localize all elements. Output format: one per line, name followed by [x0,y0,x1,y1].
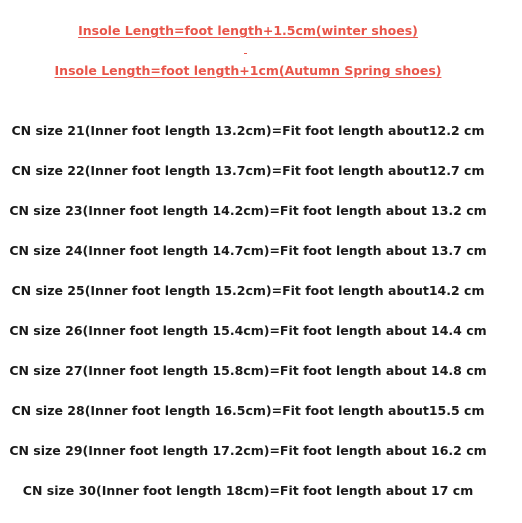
size-row-cn-26: CN size 26(Inner foot length 15.4cm)=Fit foot length about 14.4 cm [9,323,487,338]
size-list [0,123,496,523]
winter-insole-note: Insole Length=foot length+1.5cm(winter shoes) [78,23,418,38]
size-row-cn-21: CN size 21(Inner foot length 13.2cm)=Fit foot length about12.2 cm [11,123,485,138]
size-row-cn-30: CN size 30(Inner foot length 18cm)=Fit foot length about 17 cm [22,483,474,498]
autumn-spring-insole-note: Insole Length=foot length+1cm(Autumn Spring shoes) [54,63,442,78]
size-row-cn-22: CN size 22(Inner foot length 13.7cm)=Fit foot length about12.7 cm [11,163,485,178]
size-row-cn-28: CN size 28(Inner foot length 16.5cm)=Fit foot length about15.5 cm [11,403,485,418]
size-row-cn-24: CN size 24(Inner foot length 14.7cm)=Fit foot length about 13.7 cm [9,243,487,258]
size-row-cn-23: CN size 23(Inner foot length 14.2cm)=Fit foot length about 13.2 cm [9,203,487,218]
size-row-cn-27: CN size 27(Inner foot length 15.8cm)=Fit foot length about 14.8 cm [9,363,487,378]
separator-dot [244,53,247,54]
size-row-cn-25: CN size 25(Inner foot length 15.2cm)=Fit foot length about14.2 cm [11,283,485,298]
size-row-cn-29: CN size 29(Inner foot length 17.2cm)=Fit foot length about 16.2 cm [9,443,487,458]
